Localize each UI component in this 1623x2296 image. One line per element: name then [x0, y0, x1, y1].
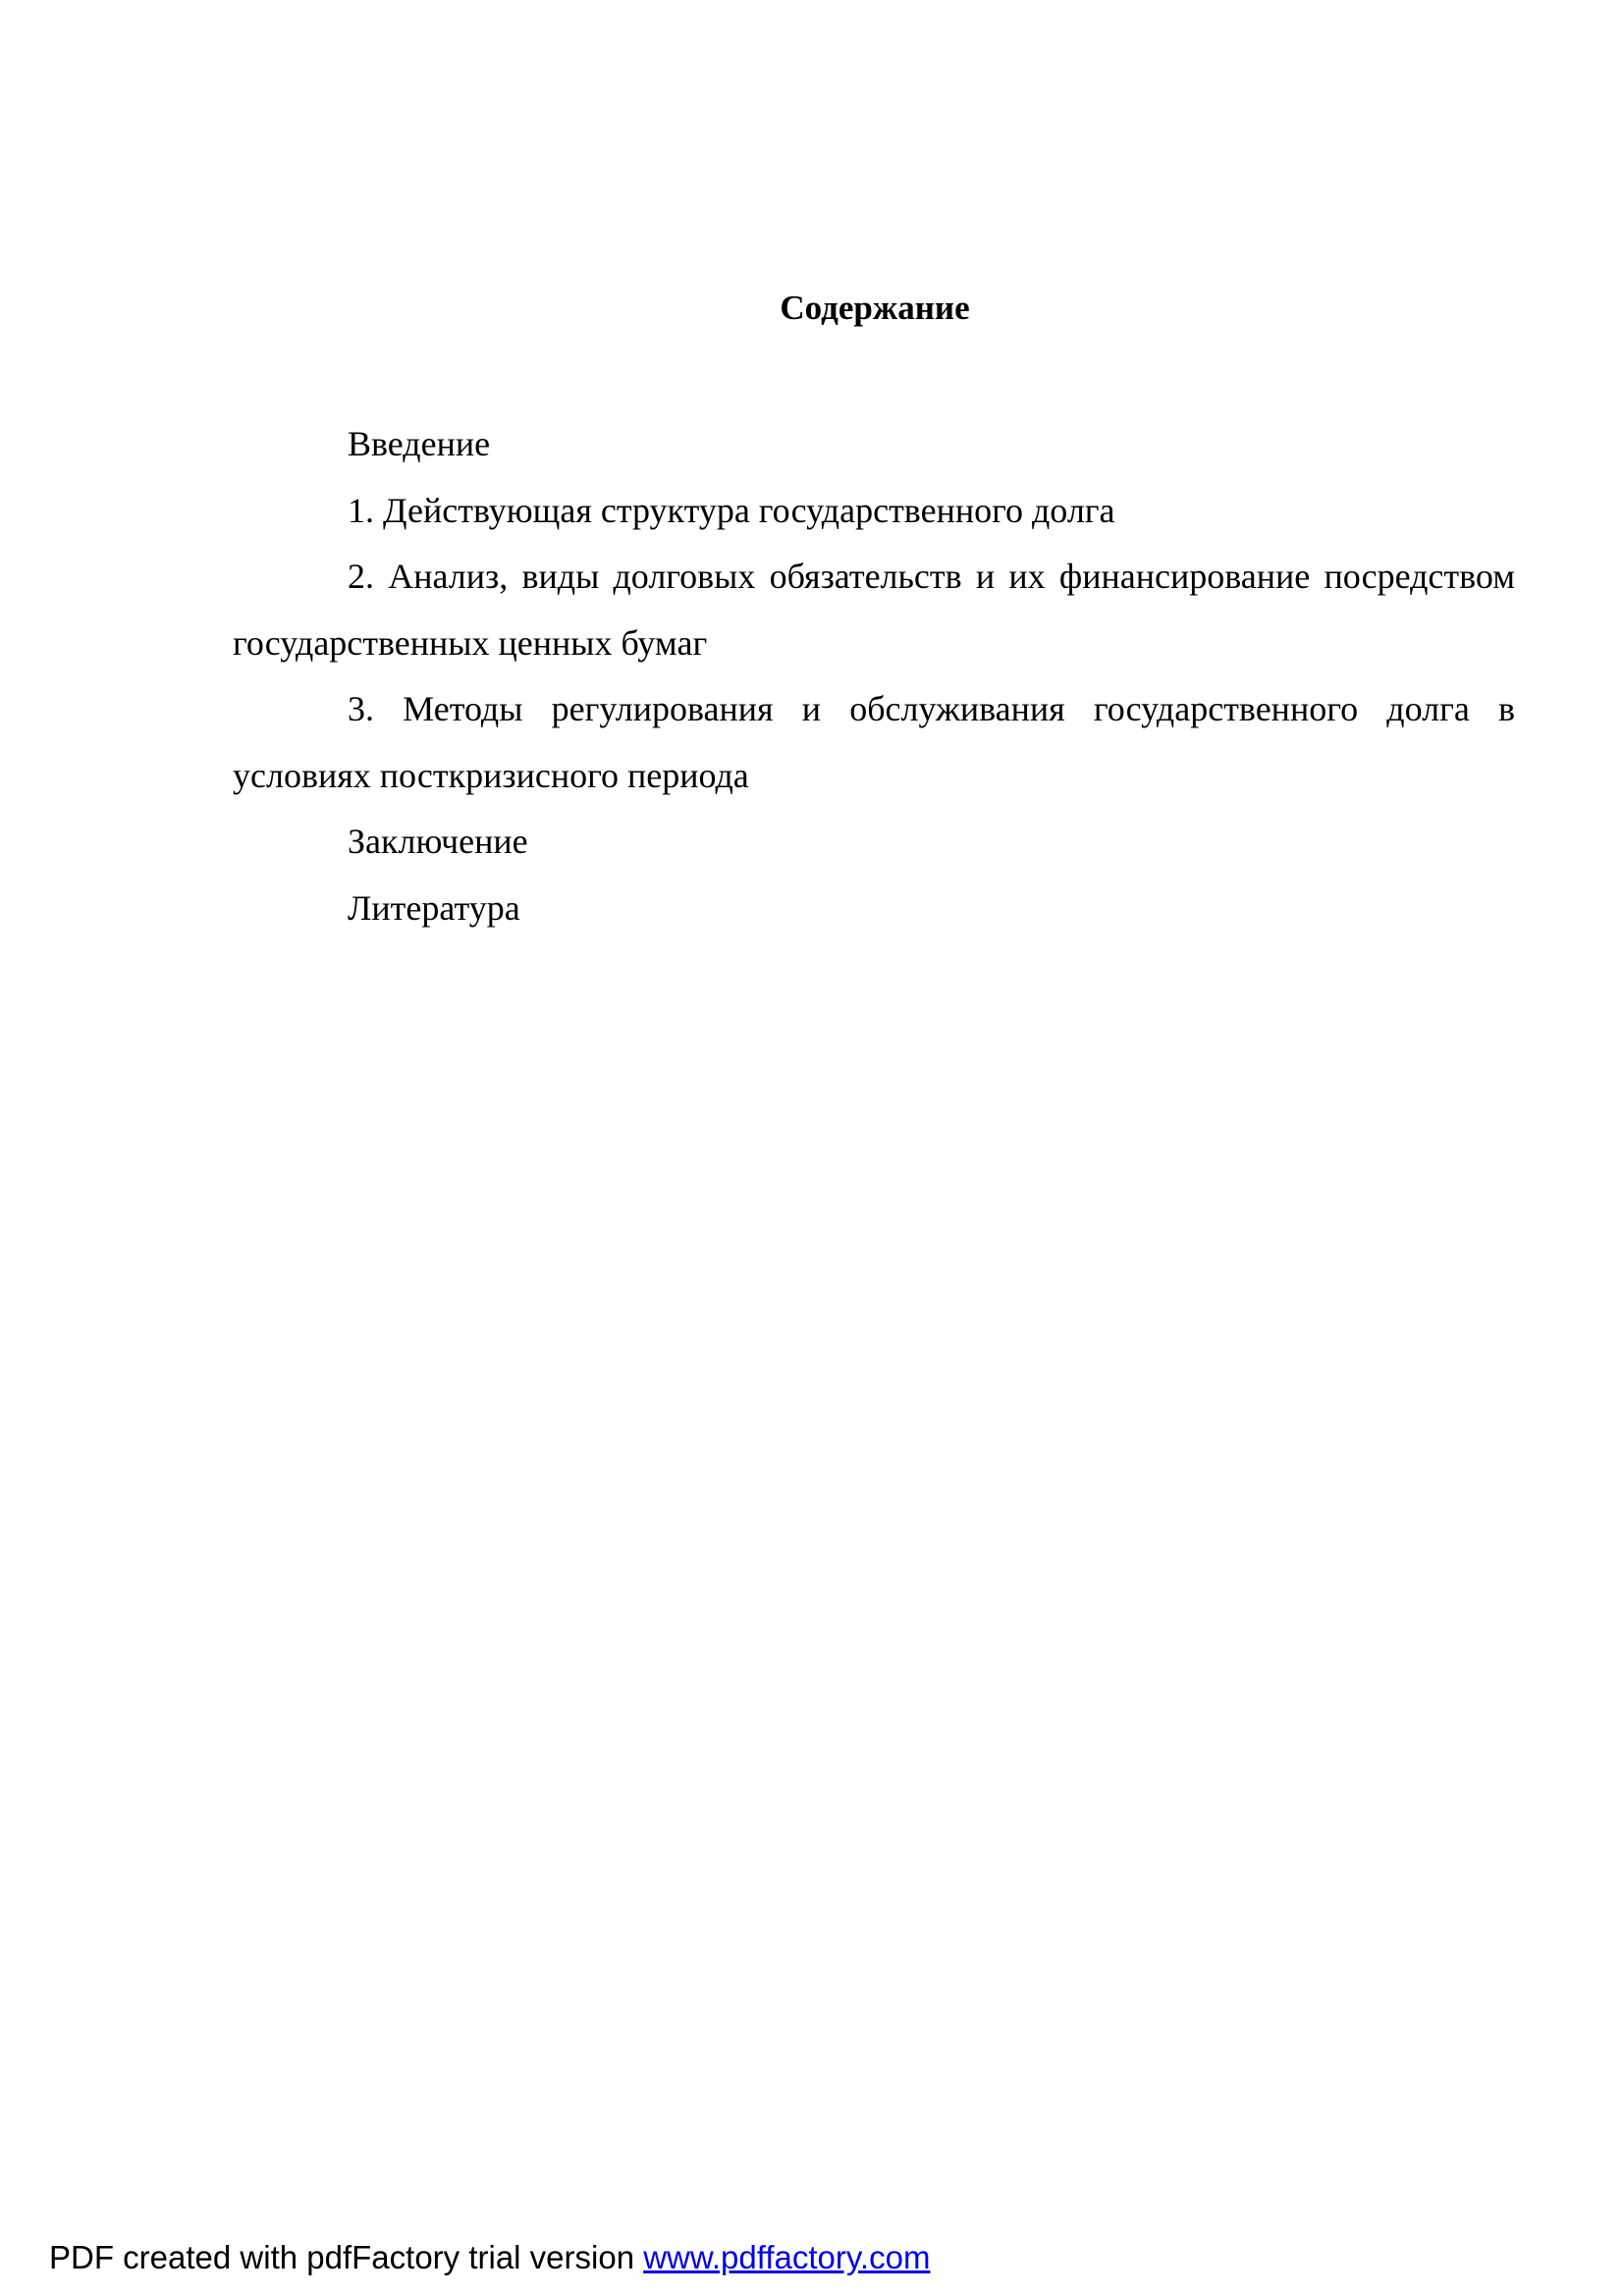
toc-item-chapter-3: 3. Методы регулирования и обслуживания государственного долга в условиях посткризисного периода — [233, 689, 1515, 795]
footer-text: PDF created with pdfFactory trial version — [49, 2239, 644, 2275]
pdf-footer — [49, 2238, 930, 2277]
toc-item-chapter-1: 1. Действующая структура государственного долга — [348, 490, 1115, 530]
pdffactory-link[interactable]: www.pdffactory.com — [643, 2239, 931, 2275]
table-of-contents — [233, 411, 1515, 941]
toc-item-conclusion: Заключение — [348, 822, 528, 861]
toc-item-introduction: Введение — [348, 424, 491, 463]
toc-item-literature: Литература — [348, 887, 520, 928]
toc-item-chapter-2: 2. Анализ, виды долговых обязательств и их финансирование посредством государственных ценных бумаг — [233, 557, 1515, 663]
page-title: Содержание — [780, 289, 970, 327]
